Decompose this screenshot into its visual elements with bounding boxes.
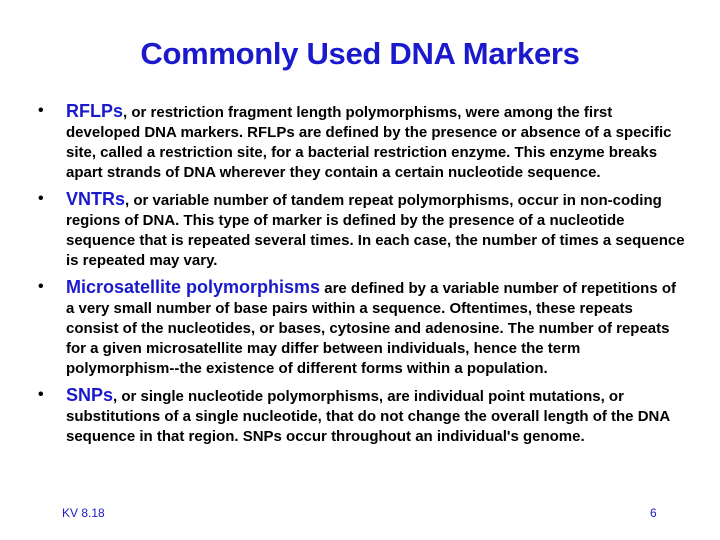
bullet-term: RFLPs xyxy=(66,101,124,121)
footer-date: KV 8.18 xyxy=(62,506,105,520)
bullet-icon: • xyxy=(38,386,44,403)
bullet-term: SNPs xyxy=(66,385,114,405)
bullet-icon: • xyxy=(38,102,44,119)
bullet-icon: • xyxy=(38,190,44,207)
bullet-item-snps xyxy=(36,385,688,447)
bullet-text: , or variable number of tandem repeat polymorphisms, occur in non-coding regions of DNA. This type of marker is defined by the presence of a nucleotide sequence that is repeated several times. In each case, the number of times a sequence is repeated may vary. xyxy=(66,192,685,269)
slide-title: Commonly Used DNA Markers xyxy=(140,36,580,71)
bullet-list xyxy=(36,101,688,453)
page-number: 6 xyxy=(650,506,657,520)
bullet-term: VNTRs xyxy=(66,189,126,209)
bullet-term: Microsatellite polymorphisms xyxy=(66,277,321,297)
bullet-item-rflps xyxy=(36,101,688,183)
bullet-text: are defined by a variable number of repetitions of a very small number of base pairs within a sequence. Oftentimes, these repeats consist of the nucleotides, or bases, cytosine and adenosine. The number of repeats for a given microsatellite may differ between individuals, hence the term polymorphism--the existence of different forms within a population. xyxy=(66,280,676,377)
bullet-text: , or restriction fragment length polymorphisms, were among the first developed DNA markers. RFLPs are defined by the presence or absence of a specific site, called a restriction site, for a bacterial restriction enzyme. This enzyme breaks apart strands of DNA wherever they contain a certain nucleotide sequence. xyxy=(66,104,672,181)
bullet-icon: • xyxy=(38,278,44,295)
bullet-item-microsatellite xyxy=(36,277,688,379)
bullet-item-vntrs xyxy=(36,189,688,271)
bullet-text: , or single nucleotide polymorphisms, are individual point mutations, or substitutions of a single nucleotide, that do not change the overall length of the DNA sequence in that region. SNPs occur throughout an individual's genome. xyxy=(66,388,670,445)
